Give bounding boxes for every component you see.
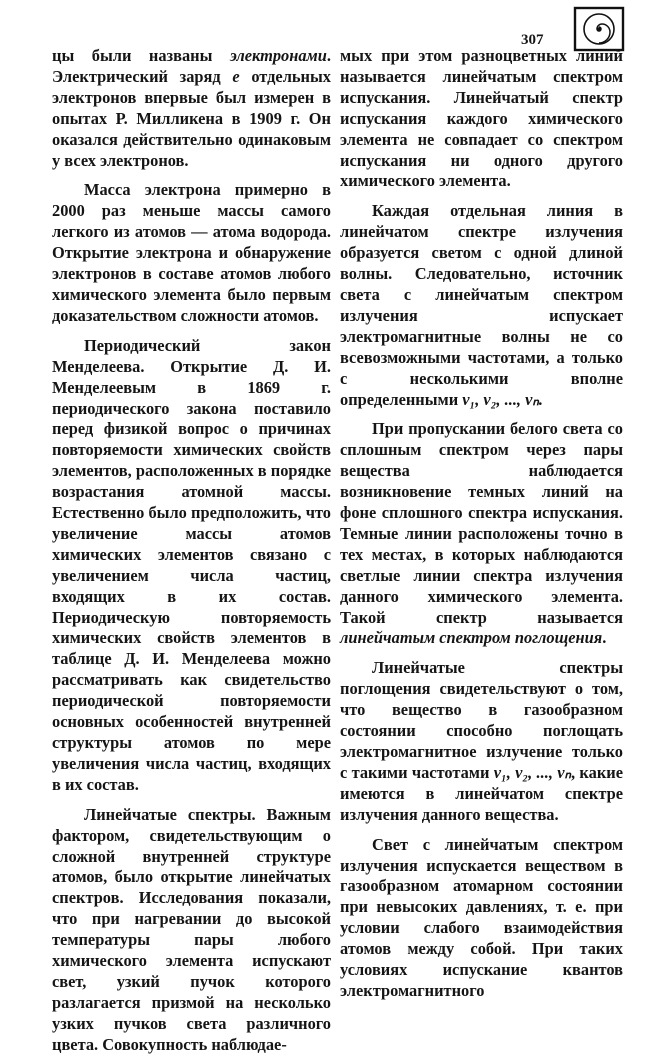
- paragraph: [340, 658, 623, 825]
- paragraph: [340, 419, 623, 649]
- frequency-symbols: ν₁, ν₂, ..., νₙ: [493, 762, 572, 782]
- paragraph: [340, 201, 623, 410]
- text-run: . Электрический заряд: [52, 46, 331, 86]
- term-absorption-spectrum: линейчатым спектром поглощения: [340, 628, 603, 648]
- paragraph: Масса электрона примерно в 2000 раз меньше массы самого легкого из атомов — атома водорода. Открытие электрона и обнаружение электронов в составе атомов любого химического элемента было первым доказательством сложности атомов.: [52, 180, 331, 325]
- frequency-symbols: ν₁, ν₂, ..., νₙ.: [462, 389, 544, 409]
- paragraph: [52, 336, 331, 796]
- text-run: , какие имеются в линейчатом спектре излучения данного вещества.: [340, 762, 623, 824]
- text-run: отдельных электронов впервые был измерен в опытах Р. Милликена в 1909 г. Он оказался действительно одинаковым у всех электронов.: [52, 66, 331, 170]
- text-run: цы были названы: [52, 46, 230, 65]
- text-run: Линейчатые спектры поглощения свидетельствуют о том, что вещество в газообразном состоянии способно поглощать электромагнитное излучение только с такими частотами: [340, 658, 623, 782]
- symbol-charge: e: [232, 66, 240, 86]
- text-run: Каждая отдельная линия в линейчатом спектре излучения образуется светом с одной длиной волны. Следовательно, источник света с линейчатым спектром излучения испускает электромагнитные волны не со всевозможными частотами, а только с несколькими вполне определенными: [340, 201, 623, 409]
- section-heading: Линейчатые спектры.: [84, 804, 256, 824]
- paragraph: Свет с линейчатым спектром излучения испускается веществом в газообразном атомарном состоянии при невысоких давлениях, т. е. при условии слабого взаимодействия атомов между собой. При таких условиях испускание квантов электромагнитного: [340, 834, 623, 1000]
- paragraph: [52, 46, 331, 171]
- text-run: .: [602, 628, 607, 648]
- text-run: Важным фактором, свидетельствующим о сложной внутренней структуре атомов, было открытие линейчатых спектров. Исследования показали, что при нагревании до высокой температуры пары любого химического элемента испускают свет, узкий пучок которого разлагается призмой на несколько узких пучков света различного цвета. Совокупность наблюдае-: [52, 804, 331, 1054]
- text-run: Открытие Д. И. Менделеевым в 1869 г. периодического закона поставило перед физикой вопрос о причинах повторяемости химических свойств элементов, расположенных в порядке возрастания атомной массы. Естественно было предположить, что увеличение массы атомов химических элементов связано с увеличением числа частиц, входящих в их состав. Периодическую повторяемость химических свойств элементов в таблице Д. И. Менделеева можно рассматривать как свидетельство периодической повторяемости основных особенностей внутренней структуры атомов по мере увеличения числа частиц, входящих в их состав.: [52, 356, 331, 794]
- paragraph: мых при этом разноцветных линий называется линейчатым спектром испускания. Линейчатый спектр испускания каждого химического элемента не совпадает со спектром испускания ни одного другого химического элемента.: [340, 46, 623, 191]
- page-number: 307: [521, 32, 544, 48]
- term-electrons: электронами: [229, 46, 327, 65]
- text-run: При пропускании белого света со сплошным спектром через пары вещества наблюдается возникновение темных линий на фоне сплошного спектра испускания. Темные линии расположены точно в тех местах, в которых наблюдаются светлые линии спектра излучения данного химического элемента. Такой спектр называется: [340, 419, 623, 627]
- left-column: [52, 46, 331, 1056]
- right-column: [340, 46, 623, 1002]
- section-heading: Периодический закон Менделеева.: [52, 335, 331, 376]
- paragraph: [52, 805, 331, 1056]
